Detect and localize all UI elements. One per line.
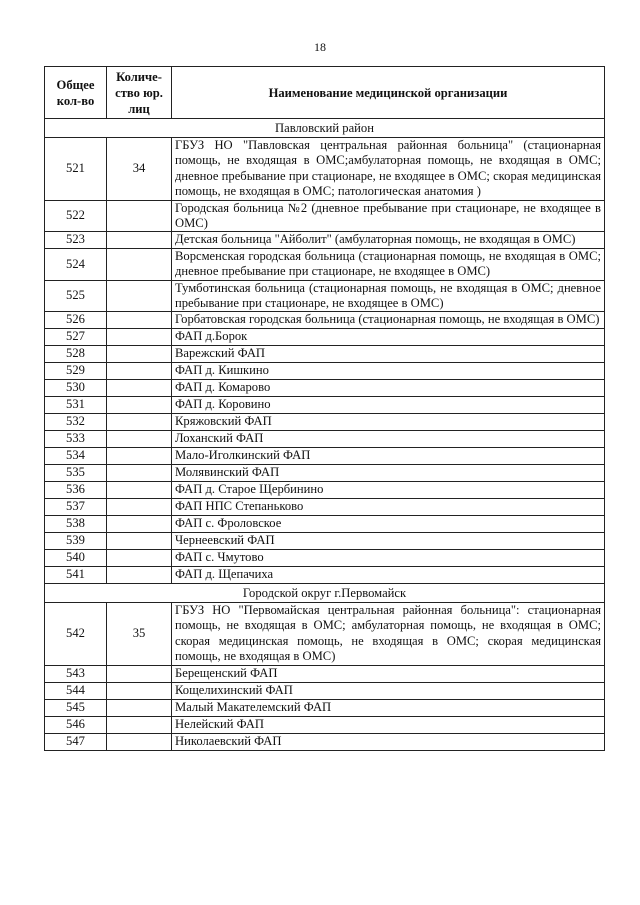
legal-entity-count	[107, 248, 172, 280]
legal-entity-count	[107, 515, 172, 532]
row-number: 538	[45, 515, 107, 532]
row-number: 545	[45, 699, 107, 716]
legal-entity-count	[107, 549, 172, 566]
legal-entity-count	[107, 716, 172, 733]
table-row	[45, 379, 605, 396]
table-row	[45, 138, 605, 201]
row-number: 535	[45, 464, 107, 481]
row-number: 546	[45, 716, 107, 733]
table-row	[45, 345, 605, 362]
legal-entity-count	[107, 481, 172, 498]
legal-entity-count	[107, 280, 172, 312]
row-number: 533	[45, 430, 107, 447]
table-header-row	[45, 67, 605, 119]
organization-name: Городская больница №2 (дневное пребывание при стационаре, не входящее в ОМС)	[172, 200, 605, 232]
organization-name: Горбатовская городская больница (стационарная помощь, не входящая в ОМС)	[172, 312, 605, 328]
table-row	[45, 447, 605, 464]
organizations-table	[44, 66, 605, 751]
legal-entity-count	[107, 733, 172, 750]
header-total-count: Общее кол-во	[45, 67, 107, 119]
table-row	[45, 498, 605, 515]
legal-entity-count	[107, 200, 172, 232]
table-row	[45, 566, 605, 583]
table-row	[45, 515, 605, 532]
legal-entity-count: 35	[107, 602, 172, 665]
organization-name: ГБУЗ НО "Первомайская центральная районная больница": стационарная помощь, не входящая в ОМС; амбулаторная помощь, не входящая в ОМС; скорая медицинская помощь, не входящая в ОМС; скорая медицинская помощь, не входящая в ОМС)	[172, 602, 605, 665]
organization-name: ГБУЗ НО "Павловская центральная районная больница" (стационарная помощь, не входящая в ОМС;амбулаторная помощь, не входящая в ОМС; дневное пребывание при стационаре, не входящее в ОМС; скорая медицинская помощь, не входящая в ОМС; патологическая анатомия )	[172, 138, 605, 201]
table-row	[45, 430, 605, 447]
table-row	[45, 549, 605, 566]
legal-entity-count	[107, 345, 172, 362]
organization-name: Николаевский ФАП	[172, 733, 605, 750]
section-header-row	[45, 583, 605, 602]
organization-name: ФАП с. Чмутово	[172, 549, 605, 566]
table-row	[45, 312, 605, 328]
organization-name: Тумботинская больница (стационарная помощь, не входящая в ОМС; дневное пребывание при стационаре, не входящее в ОМС)	[172, 280, 605, 312]
row-number: 532	[45, 413, 107, 430]
row-number: 543	[45, 665, 107, 682]
section-header-row	[45, 119, 605, 138]
row-number: 544	[45, 682, 107, 699]
row-number: 547	[45, 733, 107, 750]
row-number: 530	[45, 379, 107, 396]
row-number: 521	[45, 138, 107, 201]
table-row	[45, 200, 605, 232]
table-row	[45, 464, 605, 481]
row-number: 529	[45, 362, 107, 379]
legal-entity-count	[107, 312, 172, 328]
legal-entity-count	[107, 362, 172, 379]
table-row	[45, 682, 605, 699]
row-number: 528	[45, 345, 107, 362]
legal-entity-count	[107, 665, 172, 682]
organization-name: Берещенский ФАП	[172, 665, 605, 682]
organization-name: Детская больница "Айболит" (амбулаторная помощь, не входящая в ОМС)	[172, 232, 605, 248]
table-row	[45, 665, 605, 682]
organization-name: Молявинский ФАП	[172, 464, 605, 481]
table-row	[45, 481, 605, 498]
organization-name: Лоханский ФАП	[172, 430, 605, 447]
organization-name: Ворсменская городская больница (стационарная помощь, не входящая в ОМС; дневное пребывание при стационаре, не входящее в ОМС)	[172, 248, 605, 280]
table-row	[45, 733, 605, 750]
table-row	[45, 248, 605, 280]
row-number: 542	[45, 602, 107, 665]
organization-name: Малый Макателемский ФАП	[172, 699, 605, 716]
row-number: 537	[45, 498, 107, 515]
organization-name: Варежский ФАП	[172, 345, 605, 362]
section-title: Городской округ г.Первомайск	[45, 583, 605, 602]
legal-entity-count	[107, 413, 172, 430]
table-row	[45, 532, 605, 549]
legal-entity-count	[107, 379, 172, 396]
row-number: 522	[45, 200, 107, 232]
header-organization-name: Наименование медицинской организации	[172, 67, 605, 119]
row-number: 540	[45, 549, 107, 566]
table-row	[45, 280, 605, 312]
organization-name: ФАП д.Борок	[172, 328, 605, 345]
organization-name: ФАП д. Кишкино	[172, 362, 605, 379]
organization-name: Мало-Иголкинский ФАП	[172, 447, 605, 464]
legal-entity-count	[107, 498, 172, 515]
organization-name: Нелейский ФАП	[172, 716, 605, 733]
table-row	[45, 716, 605, 733]
header-legal-entities-count: Количе-ство юр. лиц	[107, 67, 172, 119]
organization-name: ФАП д. Коровино	[172, 396, 605, 413]
row-number: 539	[45, 532, 107, 549]
organization-name: Кощелихинский ФАП	[172, 682, 605, 699]
page-number: 18	[314, 40, 326, 54]
organization-name: ФАП д. Щепачиха	[172, 566, 605, 583]
table-row	[45, 362, 605, 379]
legal-entity-count	[107, 447, 172, 464]
row-number: 534	[45, 447, 107, 464]
legal-entity-count	[107, 532, 172, 549]
table-row	[45, 413, 605, 430]
organization-name: ФАП НПС Степаньково	[172, 498, 605, 515]
legal-entity-count	[107, 232, 172, 248]
legal-entity-count: 34	[107, 138, 172, 201]
legal-entity-count	[107, 699, 172, 716]
organization-name: Кряжовский ФАП	[172, 413, 605, 430]
row-number: 531	[45, 396, 107, 413]
table-body	[45, 119, 605, 751]
row-number: 526	[45, 312, 107, 328]
organization-name: ФАП д. Старое Щербинино	[172, 481, 605, 498]
legal-entity-count	[107, 682, 172, 699]
row-number: 541	[45, 566, 107, 583]
table-row	[45, 699, 605, 716]
organization-name: Чернеевский ФАП	[172, 532, 605, 549]
legal-entity-count	[107, 566, 172, 583]
table-row	[45, 232, 605, 248]
table-row	[45, 602, 605, 665]
legal-entity-count	[107, 430, 172, 447]
table-row	[45, 396, 605, 413]
row-number: 525	[45, 280, 107, 312]
section-title: Павловский район	[45, 119, 605, 138]
row-number: 524	[45, 248, 107, 280]
row-number: 527	[45, 328, 107, 345]
legal-entity-count	[107, 328, 172, 345]
legal-entity-count	[107, 396, 172, 413]
organization-name: ФАП с. Фроловское	[172, 515, 605, 532]
row-number: 536	[45, 481, 107, 498]
legal-entity-count	[107, 464, 172, 481]
table-row	[45, 328, 605, 345]
row-number: 523	[45, 232, 107, 248]
organization-name: ФАП д. Комарово	[172, 379, 605, 396]
